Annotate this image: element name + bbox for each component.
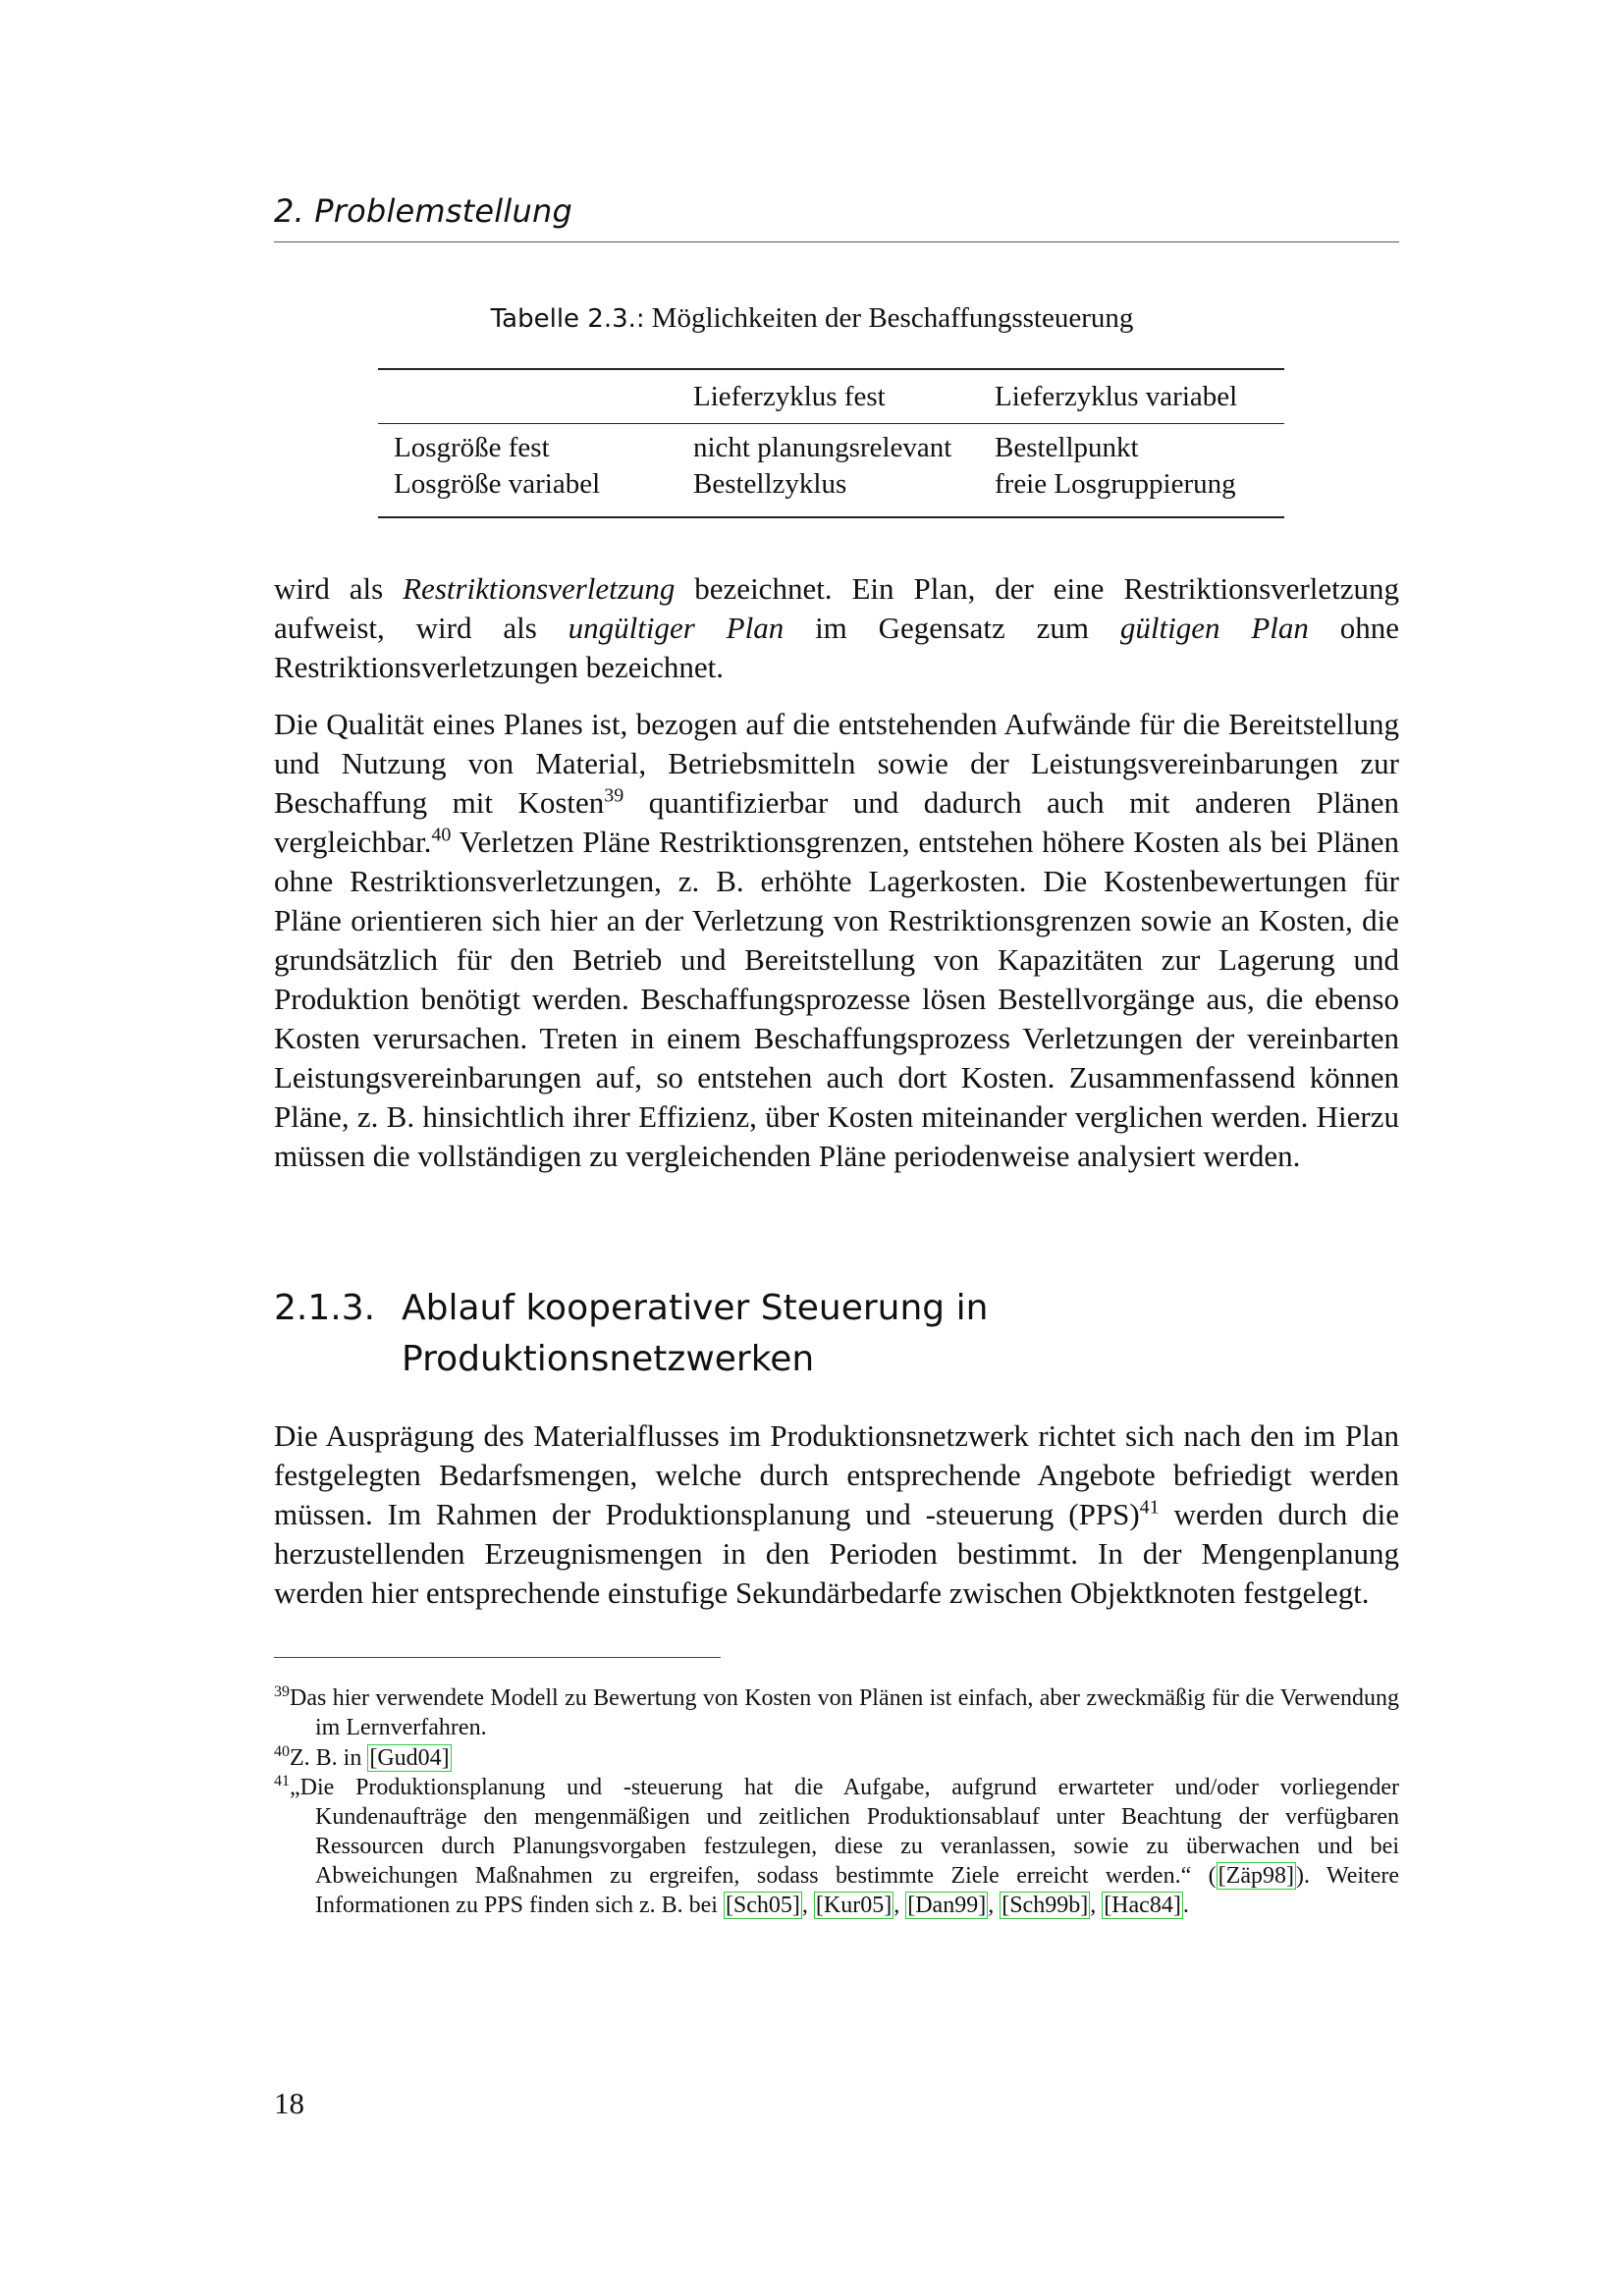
footnote-text: „Die Produktionsplanung und -steuerung hat die Aufgabe, aufgrund erwarteter und/oder vorliegender Kundenaufträge den mengenmäßigen und zeitlichen Produktionsablauf unter Beachtung der verfügbaren Ressourcen durch Planungsvorgaben festzulegen, diese zu veranlassen, sowie zu überwachen und bei Abweichungen Maßnahmen zu ergreifen, sodass bestimmte Ziele erreicht werden.“ ( [290, 1775, 1399, 1889]
running-head: 2. Problemstellung [274, 192, 572, 230]
footnote-text: ). Weitere Informationen zu PPS finden sich z. B. bei [315, 1863, 1399, 1918]
emphasis-term: Restriktionsverletzung [403, 571, 676, 606]
text-run: werden durch die herzustellenden Erzeugnismengen in den Perioden bestimmt. In der Mengenplanung werden hier entsprechende einstufige Sekundärbedarfe zwischen Objektknoten festgelegt. [274, 1497, 1399, 1610]
footnote-text: Z. B. in [290, 1745, 368, 1771]
citation-link[interactable]: [Sch05] [725, 1893, 800, 1918]
footnote-mark: 39 [274, 1683, 290, 1700]
text-run: ohne Restriktionsverletzungen bezeichnet. [274, 611, 1399, 684]
text-run: Verletzen Pläne Restriktionsgrenzen, entstehen höhere Kosten als bei Plänen ohne Restriktionsverletzungen, z. B. erhöhte Lagerkosten. Die Kostenbewertungen für Pläne orientieren sich hier an der Verletzung von Restriktionsgrenzen sowie an Kosten, die grundsätzlich für den Betrieb und Bereitstellung von Kapazitäten zur Lagerung und Produktion benötigt werden. Beschaffungsprozesse lösen Bestellvorgänge aus, die ebenso Kosten verursachen. Treten in einem Beschaffungsprozess Verletzungen der vereinbarten Leistungsvereinbarungen auf, so entstehen auch dort Kosten. Zusammenfassend können Pläne, z. B. hinsichtlich ihrer Effizienz, über Kosten miteinander verglichen werden. Hierzu müssen die vollständigen zu vergleichenden Pläne periodenweise analysiert werden. [274, 825, 1399, 1173]
text-run: Die Qualität eines Planes ist, bezogen auf die entstehenden Aufwände für die Bereitstellung und Nutzung von Material, Betriebsmitteln sowie der Leistungsvereinbarungen zur Beschaffung mit Kosten [274, 707, 1399, 820]
table-bottom-rule [378, 516, 1284, 518]
separator: . [1182, 1893, 1189, 1918]
footnote-mark: 41 [274, 1773, 290, 1789]
separator: , [1090, 1893, 1103, 1918]
footnote-marker[interactable]: 40 [431, 824, 452, 846]
table-header-row [378, 370, 1284, 423]
separator: , [988, 1893, 1001, 1918]
paragraph-restriction [274, 569, 1399, 687]
table-caption [0, 302, 1624, 335]
paragraph-material-flow [274, 1416, 1399, 1613]
section-title-line: Ablauf kooperativer Steuerung in [402, 1288, 989, 1328]
footnote-40 [274, 1743, 1399, 1773]
citation-link[interactable]: [Dan99] [907, 1893, 987, 1918]
text-run: quantifizierbar und dadurch auch mit anderen Plänen vergleichbar. [274, 785, 1399, 859]
emphasis-term: ungültiger Plan [568, 611, 785, 645]
citation-link[interactable]: [Sch99b] [1001, 1893, 1089, 1918]
page-number: 18 [274, 2086, 304, 2120]
citation-link[interactable]: [Zäp98] [1218, 1863, 1294, 1889]
section-title-line: Produktionsnetzwerken [402, 1339, 815, 1379]
procurement-table [378, 368, 1284, 518]
table-cell: Losgröße variabel [394, 468, 601, 500]
text-run: bezeichnet. Ein Plan, der eine Restriktionsverletzung aufweist, wird als [274, 571, 1399, 645]
separator: , [801, 1893, 814, 1918]
table-row [378, 432, 1284, 468]
footnote-rule [274, 1657, 721, 1658]
footnote-text: Das hier verwendete Modell zu Bewertung von Kosten von Plänen ist einfach, aber zweckmäßig für die Verwendung im Lernverfahren. [290, 1685, 1399, 1740]
text-run: im Gegensatz zum [784, 611, 1120, 645]
table-cell: Bestellpunkt [995, 432, 1139, 463]
table-caption-label: Tabelle 2.3.: [490, 304, 645, 334]
text-run: wird als [274, 571, 404, 606]
footnote-marker[interactable]: 39 [604, 784, 624, 807]
emphasis-term: gültigen Plan [1119, 611, 1309, 645]
table-header-cell: Lieferzyklus variabel [995, 381, 1238, 412]
footnote-41 [274, 1773, 1399, 1920]
section-title [402, 1283, 1285, 1385]
text-run: Die Ausprägung des Materialflusses im Produktionsnetzwerk richtet sich nach den im Plan festgelegten Bedarfsmengen, welche durch entsprechende Angebote befriedigt werden müssen. Im Rahmen der Produktionsplanung und -steuerung (PPS) [274, 1418, 1399, 1531]
section-number: 2.1.3. [274, 1288, 376, 1328]
table-cell: Losgröße fest [394, 432, 550, 463]
header-rule [274, 241, 1399, 242]
separator: , [893, 1893, 906, 1918]
paragraph-plan-quality [274, 705, 1399, 1176]
footnote-39 [274, 1683, 1399, 1742]
citation-link[interactable]: [Hac84] [1104, 1893, 1181, 1918]
table-cell: freie Losgruppierung [995, 468, 1236, 500]
table-header-cell: Lieferzyklus fest [693, 381, 886, 412]
footnote-mark: 40 [274, 1743, 290, 1760]
table-cell: Bestellzyklus [693, 468, 847, 500]
citation-link[interactable]: [Kur05] [815, 1893, 893, 1918]
table-caption-text: Möglichkeiten der Beschaffungssteuerung [651, 302, 1134, 334]
table-cell: nicht planungsrelevant [693, 432, 952, 463]
footnote-marker[interactable]: 41 [1139, 1496, 1160, 1519]
table-row [378, 468, 1284, 505]
citation-link[interactable]: [Gud04] [369, 1745, 450, 1771]
